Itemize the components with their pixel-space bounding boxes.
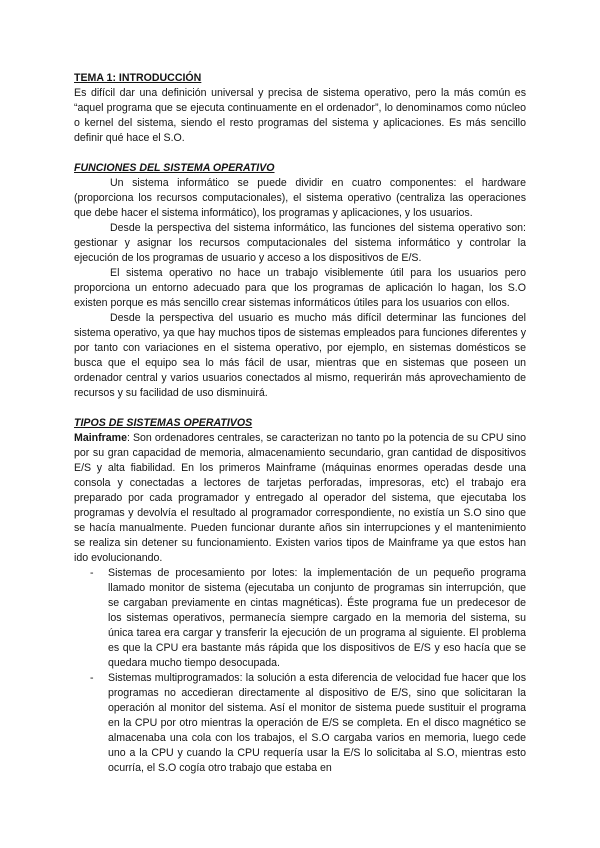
mainframe-text: : Son ordenadores centrales, se caracterizan no tanto po la potencia de su CPU sino por su gran capacidad de memoria, almacenamiento secundario, gran cantidad de dispositivos E/S y alta fiabilidad. En los primeros Mainframe (máquinas enormes operadas desde una consola y conectadas a lectores de tarjetas perforadas, impresoras, etc) el trabajo era preparado por cada programador y entregado al operador del sistema, que ejecutaba los programas y devolvía el resultado al programador correspondiente, no existía un S.O sino que se hacía manualmente. Pueden funcionar durante años sin interrupciones y el mantenimiento se realiza sin detener su funcionamiento. Existen varios tipos de Mainframe ya que estos han ido evolucionando.: [74, 432, 526, 564]
list-item: [90, 671, 526, 776]
document-title: TEMA 1: INTRODUCCIÓN: [74, 72, 202, 84]
mainframe-paragraph: [74, 431, 526, 566]
section-heading-funciones: FUNCIONES DEL SISTEMA OPERATIVO: [74, 162, 275, 174]
section-heading-tipos: TIPOS DE SISTEMAS OPERATIVOS: [74, 417, 253, 429]
intro-paragraph: Es difícil dar una definición universal y precisa de sistema operativo, pero la más común es “aquel programa que se ejecuta continuamente en el ordenador”, lo denominamos como núcleo o kernel del sistema, siendo el resto programas del sistema y aplicaciones. Es más sencillo definir qué hace el S.O.: [74, 87, 526, 144]
funciones-paragraph-1: Un sistema informático se puede dividir en cuatro componentes: el hardware (proporciona los recursos computacionales), el sistema operativo (centraliza las operaciones que debe hacer el sistema informático), los programas y aplicaciones, y los usuarios.: [74, 177, 526, 219]
funciones-paragraph-4: Desde la perspectiva del usuario es mucho más difícil determinar las funciones del sistema operativo, ya que hay muchos tipos de sistemas empleados para funciones diferentes y por tanto con variaciones en el sistema operativo, por ejemplo, en sistemas domésticos se busca que el equipo sea lo más fácil de usar, mientras que en sistemas que poseen un ordenador central y varios usuarios conectados al mismo, requerirán más aprovechamiento de recursos y su facilidad de uso disminuirá.: [74, 312, 526, 399]
mainframe-types-list: [74, 566, 526, 776]
mainframe-term: Mainframe: [74, 432, 127, 444]
list-item-text: Sistemas de procesamiento por lotes: la implementación de un pequeño programa llamado monitor de sistema (ejecutaba un conjunto de programas sin interrupción, que se cargaban previamente en cintas magnéticas). Éste programa fue un predecesor de los sistemas operativos, permanecía siempre cargado en la memoria del sistema, su única tarea era cargar y transferir la ejecución de un programa al siguiente. El problema es que la CPU era bastante más rápida que los dispositivos de E/S y eso hacía que se quedara mucho tiempo desocupada.: [108, 567, 526, 669]
bullet-dash: -: [90, 567, 94, 579]
funciones-paragraph-2: Desde la perspectiva del sistema informático, las funciones del sistema operativo son: gestionar y asignar los recursos computacionales del sistema informático y controlar la ejecución de los programas de usuario y acceso a los dispositivos de E/S.: [74, 222, 526, 264]
document-page: [74, 71, 526, 776]
funciones-paragraph-3: El sistema operativo no hace un trabajo visiblemente útil para los usuarios pero proporciona un entorno adecuado para que los programas de aplicación lo hagan, los S.O existen porque es más sencillo crear sistemas informáticos útiles para los usuarios con ellos.: [74, 267, 526, 309]
list-item: [90, 566, 526, 671]
list-item-text: Sistemas multiprogramados: la solución a esta diferencia de velocidad fue hacer que los programas no accedieran directamente al dispositivo de E/S, sino que solicitaran la operación al monitor del sistema. Así el monitor de sistema puede sustituir el programa en la CPU por otro mientras la operación de E/S se completa. En el disco magnético se almacenaba una cola con los trabajos, el S.O cargaba varios en memoria, luego cede uno a la CPU y cuando la CPU requería usar la E/S lo solicitaba al S.O, mientras esto ocurría, el S.O cogía otro trabajo que estaba en: [108, 672, 526, 774]
bullet-dash: -: [90, 672, 94, 684]
